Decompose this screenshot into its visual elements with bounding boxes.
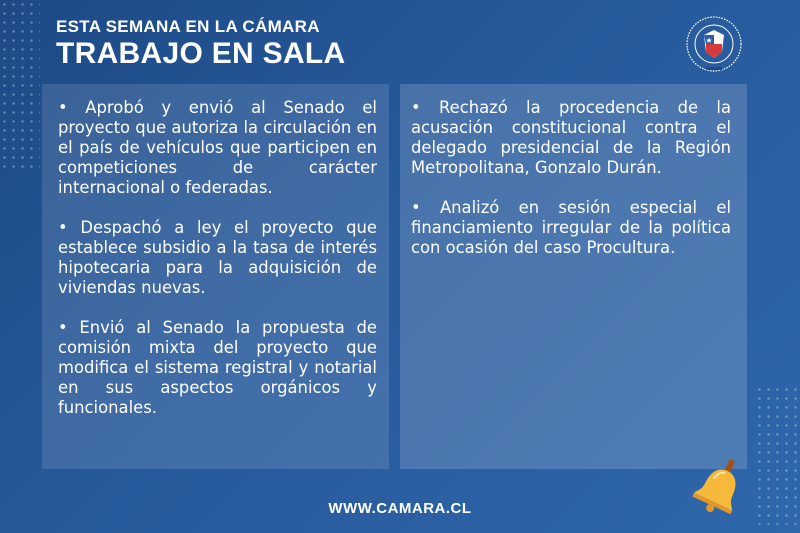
dot-pattern-top-left <box>0 0 40 170</box>
list-item: • Analizó en sesión especial el financiamiento irregular de la política con ocasión del caso Procultura. <box>411 198 731 257</box>
bell-icon <box>690 455 748 517</box>
right-column-panel <box>400 84 747 469</box>
footer-website-link[interactable]: WWW.CAMARA.CL <box>328 500 472 517</box>
chamber-seal-logo <box>684 14 744 74</box>
list-item: • Despachó a ley el proyecto que establece subsidio a la tasa de interés hipotecaria para la adquisición de viviendas nuevas. <box>58 218 377 297</box>
header-kicker: ESTA SEMANA EN LA CÁMARA <box>56 17 320 36</box>
list-item: • Aprobó y envió al Senado el proyecto que autoriza la circulación en el país de vehículos que participen en competiciones de carácter internacional o federadas. <box>58 98 377 197</box>
page-title: TRABAJO EN SALA <box>56 37 346 70</box>
list-item: • Envió al Senado la propuesta de comisión mixta del proyecto que modifica el sistema registral y notarial en sus aspectos orgánicos y funcionales. <box>58 318 377 417</box>
left-column-panel <box>42 84 389 469</box>
list-item: • Rechazó la procedencia de la acusación constitucional contra el delegado presidencial de la Región Metropolitana, Gonzalo Durán. <box>411 98 731 177</box>
